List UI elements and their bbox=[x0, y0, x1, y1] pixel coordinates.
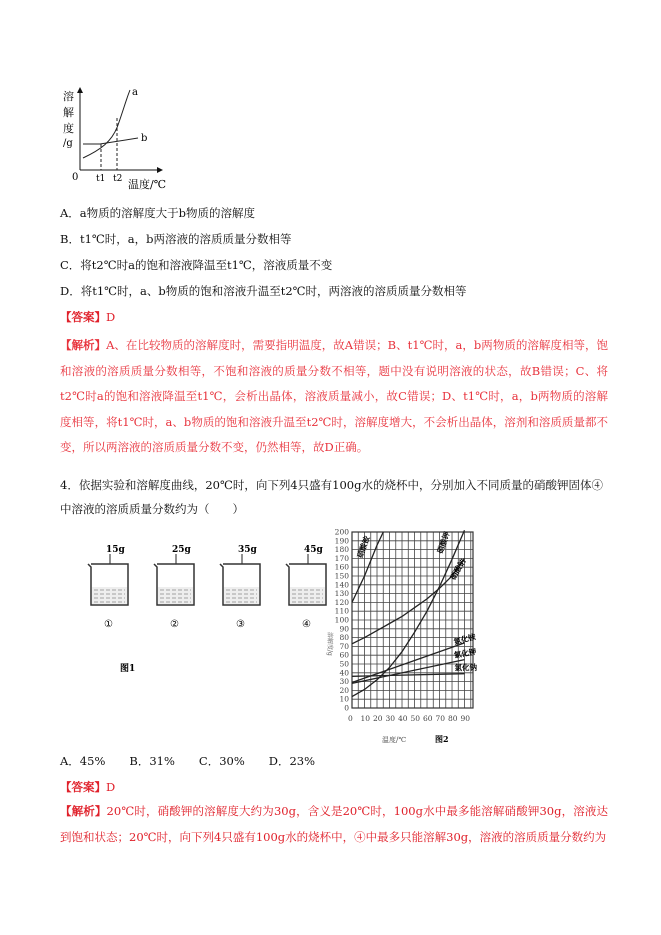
chart-title: 图2 bbox=[435, 734, 449, 744]
q4-option-b: B．31% bbox=[129, 754, 175, 768]
analysis-text: A、在比较物质的溶解度时，需要指明温度，故A错误；B、t1℃时，a，b两物质的溶解度相等，饱和溶液的溶质质量分数相等，不饱和溶液的质量分数不相等，题中没有说明溶液的状态，故B错误；C、将t2℃时a的饱和溶液降温至t1℃，会析出晶体，溶液质量减小，故C错误；D、t1℃时，a，b两物质的溶解度相等，将t1℃时，a、b物质的饱和溶液升温至t2℃时，溶解度增大，不会析出晶体，溶剂和溶质质量都不变，所以两溶液的溶质质量分数不变，仍然相等，故D正确。 bbox=[60, 338, 608, 454]
q3-option-c: C．将t2℃时a的饱和溶液降温至t1℃，溶液质量不变 bbox=[60, 258, 333, 272]
curve-a bbox=[83, 90, 130, 158]
y-tick-label: 80 bbox=[339, 633, 349, 643]
beaker-mass: 15g bbox=[106, 545, 125, 555]
x-tick-label: 20 bbox=[373, 714, 383, 723]
x-tick-label: 50 bbox=[410, 714, 421, 723]
q3-option-d: D．将t1℃时，a、b物质的饱和溶液升温至t2℃时，两溶液的溶质质量分数相等 bbox=[60, 284, 467, 298]
y-tick-label: 130 bbox=[334, 589, 349, 599]
q3-analysis bbox=[60, 333, 608, 461]
ylabel-4: /g bbox=[63, 138, 73, 149]
y-tick-label: 120 bbox=[334, 597, 349, 607]
solubility-chart bbox=[320, 522, 500, 747]
x-tick-label: 70 bbox=[435, 714, 446, 723]
curve-b-label: b bbox=[141, 133, 148, 144]
curve-a-label: a bbox=[132, 87, 138, 98]
q4-answer bbox=[60, 779, 115, 795]
y-tick-label: 180 bbox=[334, 545, 349, 555]
liquid bbox=[224, 587, 259, 604]
y-tick-label: 140 bbox=[334, 580, 349, 590]
fig1-caption: 图1 bbox=[120, 664, 136, 674]
q4-option-d: D．23% bbox=[268, 754, 316, 768]
beaker-number: ④ bbox=[302, 619, 311, 630]
y-tick-label: 30 bbox=[339, 677, 349, 687]
xlabel: 温度/℃ bbox=[128, 178, 167, 191]
series-label: 氯化铵 bbox=[452, 632, 477, 647]
x-tick-label: 60 bbox=[423, 714, 433, 723]
beaker-number: ① bbox=[104, 619, 113, 630]
origin-label: 0 bbox=[72, 172, 79, 183]
analysis-tag: 【解析】 bbox=[60, 804, 107, 818]
y-tick-label: 10 bbox=[339, 694, 349, 704]
beaker-mass: 35g bbox=[238, 545, 257, 555]
series-label: 氯化钾 bbox=[453, 647, 478, 660]
liquid bbox=[92, 587, 127, 604]
q3-answer bbox=[60, 309, 115, 325]
ylabel-3: 度 bbox=[63, 122, 74, 135]
answer-tag: 【答案】 bbox=[60, 310, 106, 324]
beakers-figure bbox=[80, 540, 323, 680]
q4-stem-line1: 4．依据实验和溶解度曲线，20℃时，向下列4只盛有100g水的烧杯中，分别加入不同质量的硝酸钾固体④ bbox=[60, 478, 603, 492]
analysis-text: 20℃时，硝酸钾的溶解度大约为30g，含义是20℃时，100g水中最多能溶解硝酸钾30g，溶液达到饱和状态；20℃时，向下列4只盛有100g水的烧杯中，④中最多只能溶解30g，溶液的溶质质量分数约为 bbox=[60, 804, 608, 844]
y-tick-label: 60 bbox=[339, 650, 349, 660]
beaker-number: ③ bbox=[236, 619, 245, 630]
y-tick-label: 90 bbox=[339, 624, 349, 634]
answer-value: D bbox=[106, 310, 116, 324]
ylabel-2: 解 bbox=[63, 106, 74, 119]
t2-label: t2 bbox=[113, 174, 123, 184]
series-label: 硝酸钾 bbox=[435, 530, 452, 555]
y-tick-label: 100 bbox=[334, 615, 349, 625]
x-tick-label: 30 bbox=[385, 714, 396, 723]
y-tick-label: 150 bbox=[334, 571, 349, 581]
liquid bbox=[158, 587, 193, 604]
solubility-figure-q3 bbox=[60, 80, 180, 190]
y-tick-label: 190 bbox=[334, 536, 349, 546]
q3-option-b: B．t1℃时，a，b两溶液的溶质质量分数相等 bbox=[60, 232, 292, 246]
y-tick-label: 0 bbox=[344, 703, 349, 713]
q4-analysis bbox=[60, 799, 608, 850]
q4-stem-line2: 中溶液的溶质质量分数约为（ ） bbox=[60, 502, 244, 516]
q4-option-c: C．30% bbox=[198, 754, 245, 768]
q4-options bbox=[60, 753, 339, 769]
answer-tag: 【答案】 bbox=[60, 780, 106, 794]
analysis-tag: 【解析】 bbox=[60, 338, 107, 352]
beaker bbox=[88, 545, 128, 630]
beaker-mass: 45g bbox=[304, 545, 323, 555]
beaker-number: ② bbox=[170, 619, 179, 630]
series-label: 硝酸钠 bbox=[448, 557, 468, 582]
q4-option-a: A．45% bbox=[60, 754, 106, 768]
x-tick-label: 0 bbox=[348, 714, 353, 723]
y-tick-label: 200 bbox=[334, 527, 349, 537]
y-tick-label: 40 bbox=[339, 668, 349, 678]
ylabel-1: 溶 bbox=[63, 90, 74, 103]
y-tick-label: 20 bbox=[339, 685, 349, 695]
y-tick-label: 70 bbox=[339, 641, 349, 651]
q3-option-a: A．a物质的溶解度大于b物质的溶解度 bbox=[60, 206, 256, 220]
t1-label: t1 bbox=[96, 174, 106, 184]
y-tick-label: 170 bbox=[334, 553, 349, 563]
series-label: 氯化钠 bbox=[454, 663, 478, 673]
y-tick-label: 110 bbox=[334, 606, 349, 616]
x-tick-label: 90 bbox=[460, 714, 471, 723]
x-tick-label: 80 bbox=[448, 714, 458, 723]
y-axis-label: 溶解度/g bbox=[326, 632, 333, 656]
x-axis-label: 温度/℃ bbox=[382, 736, 407, 744]
beaker bbox=[154, 545, 194, 630]
y-tick-label: 50 bbox=[339, 659, 349, 669]
y-tick-label: 160 bbox=[334, 562, 349, 572]
x-tick-label: 10 bbox=[360, 714, 371, 723]
beaker bbox=[220, 545, 260, 630]
answer-value: D bbox=[106, 780, 116, 794]
x-tick-label: 40 bbox=[398, 714, 408, 723]
beaker-mass: 25g bbox=[172, 545, 191, 555]
series-label: 硝酸铵 bbox=[355, 534, 372, 560]
